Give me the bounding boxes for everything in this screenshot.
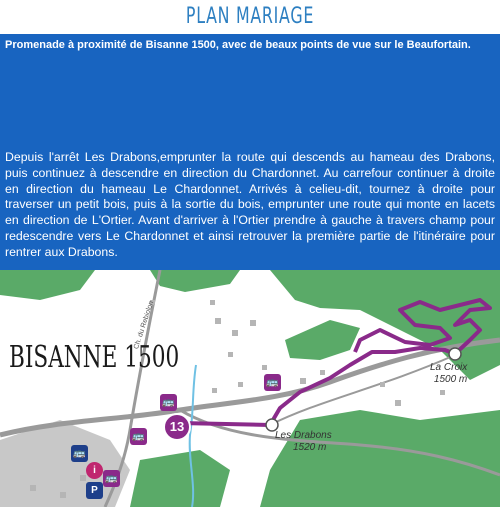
bus-icon[interactable]: 🚌: [264, 374, 281, 391]
route-map[interactable]: [0, 270, 500, 507]
place-la-croix: [430, 362, 467, 386]
bus-icon[interactable]: 🚌: [103, 470, 120, 487]
route-number-badge[interactable]: 13: [163, 413, 191, 441]
map-title: BISANNE 1500: [9, 340, 180, 375]
bus-icon[interactable]: 🚌: [160, 394, 177, 411]
map-canvas: [0, 270, 500, 507]
parking-icon[interactable]: P: [86, 482, 103, 499]
page-title: PLAN MARIAGE: [185, 4, 315, 29]
header: [0, 0, 500, 34]
place-name: La Croix: [430, 362, 468, 373]
intro-subtitle: Promenade à proximité de Bisanne 1500, avec de beaux points de vue sur le Beaufortain.: [5, 39, 471, 51]
intro-panel: [0, 34, 500, 270]
intro-description: Depuis l'arrêt Les Drabons,emprunter la route qui descends au hameau des Drabons, puis continuez à descendre en direction du Chardonnet. Au carrefour continuer à droite en direction du hameau Le Chardonnet. Arrivés à celieu-dit, tournez à droite pour traverser un petit bois, puis à la sortie du bois, emprunter une route qui monte en lacets en direction de L'Ortier. Avant d'arriver à l'Ortier prendre à gauche à travers champ pour redescendre vers Le Chardonnet et ainsi retrouver la première partie de l'itinéraire pour rentrer aux Drabons.: [5, 150, 495, 259]
road-label: Ch. du Rebiolon: [133, 300, 156, 351]
bus-icon[interactable]: 🚌: [71, 445, 88, 462]
waypoint-marker: [449, 348, 461, 360]
place-altitude: 1500 m: [433, 374, 468, 385]
place-altitude: 1520 m: [293, 442, 327, 453]
place-les-drabons: [275, 430, 332, 454]
info-icon[interactable]: i: [86, 462, 103, 479]
place-name: Les Drabons: [275, 430, 332, 441]
bus-icon[interactable]: 🚌: [130, 428, 147, 445]
